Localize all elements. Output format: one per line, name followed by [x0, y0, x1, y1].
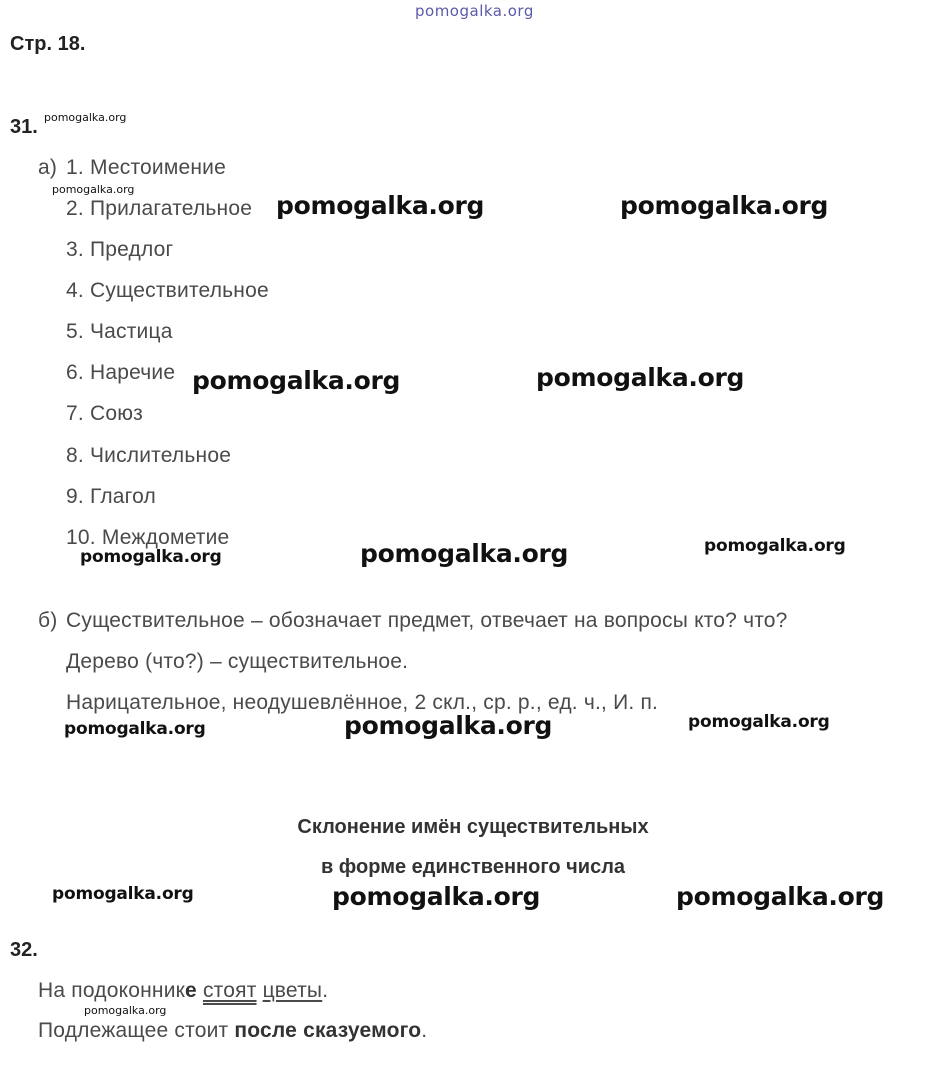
- watermark-large: pomogalka.org: [276, 191, 485, 220]
- conclusion-bold: после сказуемого: [234, 1019, 422, 1042]
- part-b-line: Нарицательное, неодушевлённое, 2 скл., ср. р., ед. ч., И. п.: [66, 691, 659, 714]
- watermark-large: pomogalka.org: [620, 191, 829, 220]
- watermark-large: pomogalka.org: [332, 882, 541, 911]
- watermark-top: pomogalka.org: [415, 2, 534, 20]
- task-31-number: 31.: [10, 116, 38, 138]
- task-32-number: 32.: [10, 939, 38, 961]
- list-item: 9. Глагол: [66, 485, 156, 508]
- section-title-line-1: Склонение имён существительных: [297, 816, 649, 838]
- watermark-large: pomogalka.org: [536, 363, 745, 392]
- part-a-prefix: а): [38, 156, 58, 179]
- subject-word: цветы: [262, 979, 323, 1002]
- watermark-small: pomogalka.org: [44, 111, 127, 124]
- conclusion-prefix: Подлежащее стоит: [38, 1019, 235, 1042]
- watermark-large: pomogalka.org: [676, 882, 885, 911]
- list-item: 3. Предлог: [66, 238, 174, 261]
- conclusion-end: .: [421, 1019, 428, 1042]
- list-item: 5. Частица: [66, 320, 173, 343]
- sentence-end: .: [322, 979, 329, 1002]
- sentence-ending: е: [185, 979, 197, 1002]
- watermark-large: pomogalka.org: [360, 539, 569, 568]
- part-b-line: Существительное – обозначает предмет, отвечает на вопросы кто? что?: [66, 609, 788, 632]
- list-item: 10. Междометие: [66, 526, 230, 549]
- list-item: 6. Наречие: [66, 361, 176, 384]
- task-32-sentence: [38, 979, 328, 1003]
- watermark-medium: pomogalka.org: [52, 884, 194, 904]
- list-item: 8. Числительное: [66, 444, 232, 467]
- watermark-medium: pomogalka.org: [704, 536, 846, 556]
- predicate-word: стоят: [202, 979, 257, 1002]
- task-32-conclusion: [38, 1019, 427, 1043]
- watermark-small: pomogalka.org: [84, 1004, 167, 1017]
- list-item: 4. Существительное: [66, 279, 269, 302]
- list-item: 2. Прилагательное: [66, 197, 253, 220]
- list-item: 7. Союз: [66, 402, 143, 425]
- watermark-large: pomogalka.org: [192, 366, 401, 395]
- watermark-medium: pomogalka.org: [688, 712, 830, 732]
- section-title-line-2: в форме единственного числа: [320, 856, 626, 878]
- watermark-medium: pomogalka.org: [80, 547, 222, 567]
- watermark-large: pomogalka.org: [344, 711, 553, 740]
- part-b-prefix: б): [38, 609, 58, 632]
- part-b-line: Дерево (что?) – существительное.: [66, 650, 409, 673]
- list-item: 1. Местоимение: [66, 156, 226, 179]
- page-heading: Стр. 18.: [10, 33, 86, 55]
- watermark-small: pomogalka.org: [52, 183, 135, 196]
- sentence-part: На подоконник: [38, 979, 186, 1002]
- watermark-medium: pomogalka.org: [64, 719, 206, 739]
